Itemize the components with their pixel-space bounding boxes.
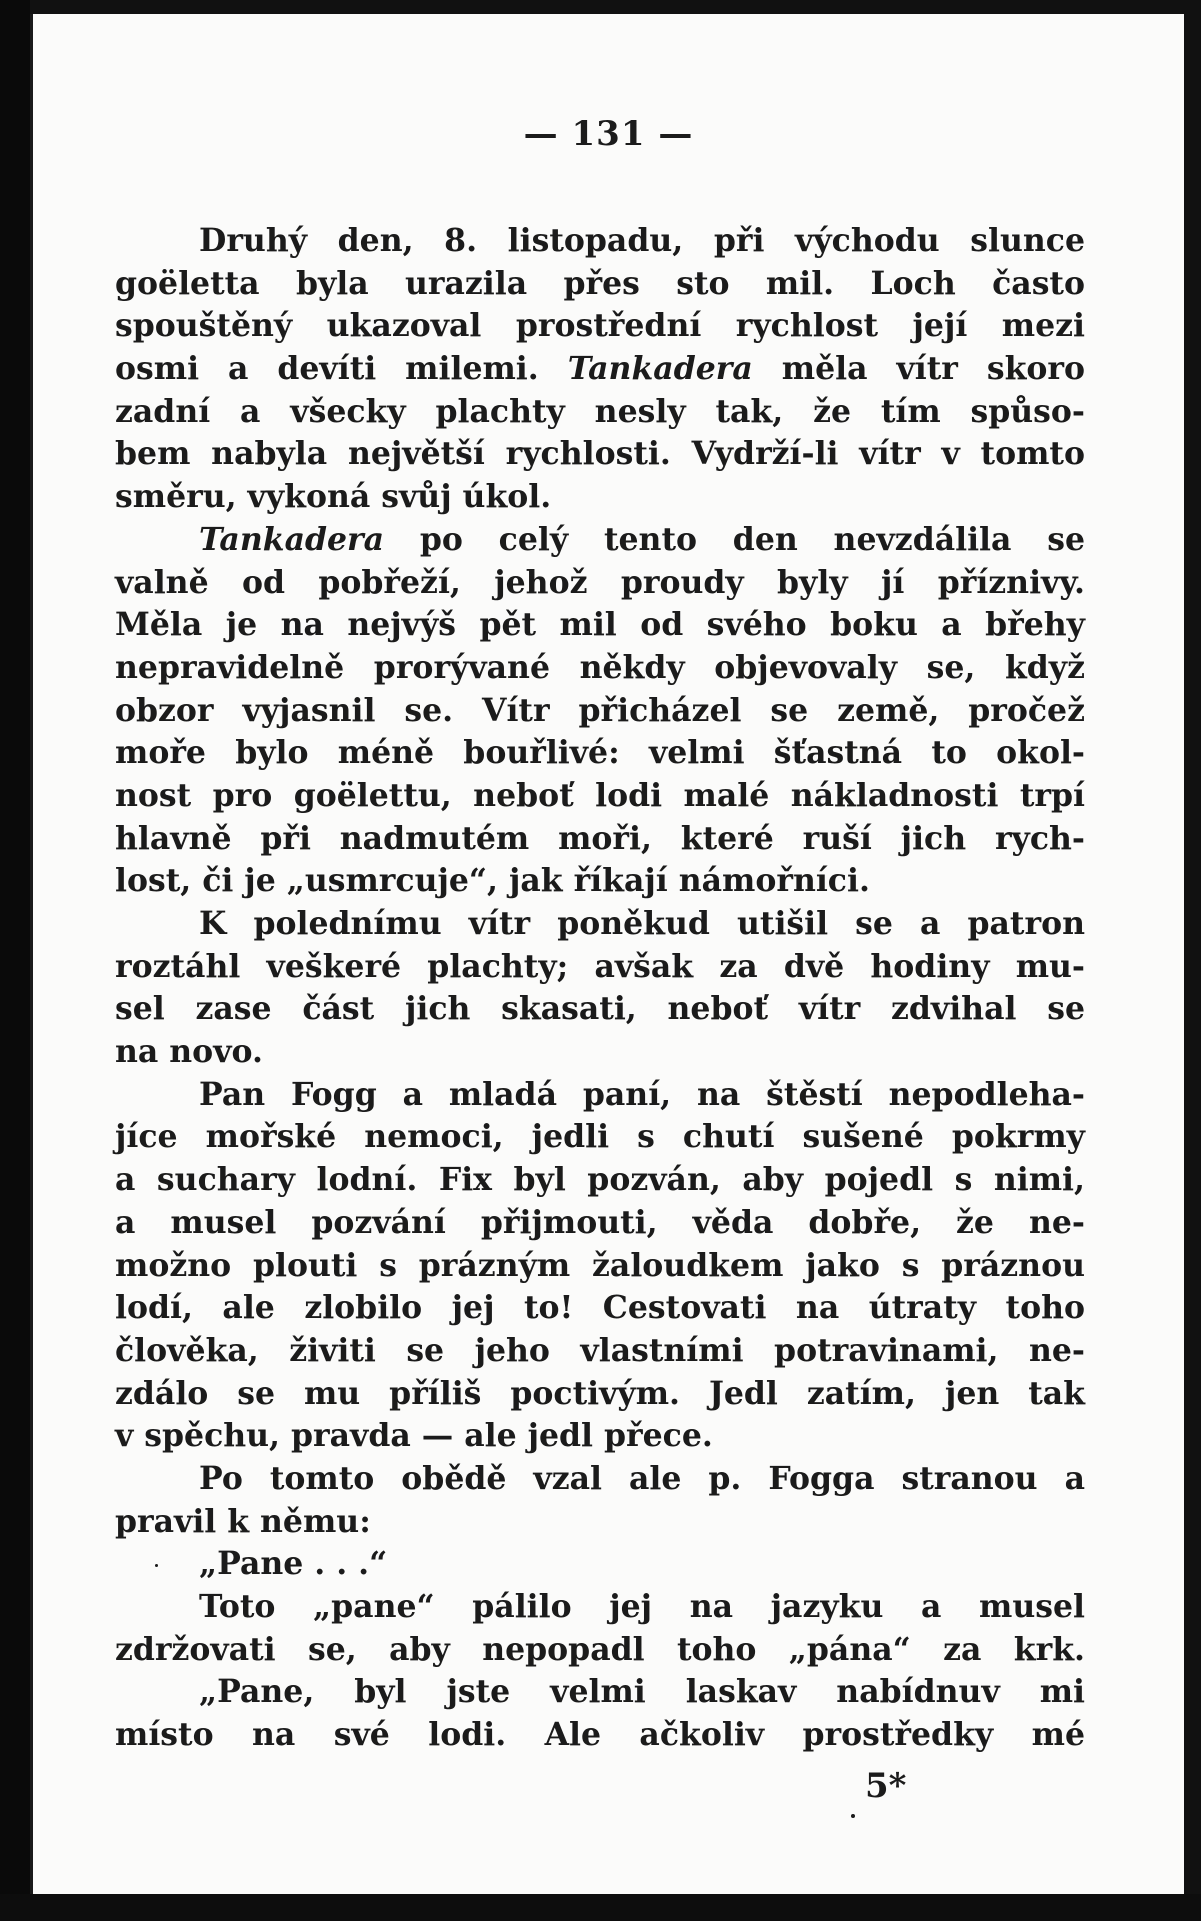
text-line: goëletta byla urazila přes sto mil. Loch často: [115, 264, 1085, 302]
text-line: a musel pozvání přijmouti, věda dobře, že ne-: [115, 1203, 1085, 1241]
text-line: roztáhl veškeré plachty; avšak za dvě hodiny mu-: [115, 947, 1085, 985]
text-line: lodí, ale zlobilo jej to! Cestovati na útraty toho: [115, 1289, 1085, 1327]
text-line: bem nabyla největší rychlosti. Vydrží-li vítr v tomto: [115, 435, 1085, 473]
text-line: a suchary lodní. Fix byl pozván, aby pojedl s nimi,: [115, 1161, 1085, 1199]
text-line: [115, 519, 1085, 562]
ship-name: Tankadera: [567, 350, 753, 388]
text-line: místo na své lodi. Ale ačkoliv prostředky mé: [115, 1716, 1085, 1754]
text-line: „Pane . . .“: [199, 1545, 388, 1583]
text-line: zadní a všecky plachty nesly tak, že tím spůso-: [115, 392, 1085, 430]
print-speck: [155, 1564, 158, 1567]
text-line: Toto „pane“ pálilo jej na jazyku a musel: [199, 1588, 1085, 1625]
text-line: Druhý den, 8. listopadu, při východu slunce: [199, 222, 1085, 259]
text-fragment: měla vítr skoro: [781, 350, 1086, 388]
text-line: Po tomto obědě vzal ale p. Fogga stranou a: [199, 1459, 1085, 1497]
print-speck: [851, 1814, 855, 1818]
scan-edge-left: [0, 0, 30, 1921]
text-line: nepravidelně prorývané někdy objevovaly se, když: [115, 648, 1085, 686]
text-line: pravil k němu:: [115, 1502, 371, 1540]
text-line: směru, vykoná svůj úkol.: [115, 478, 552, 516]
text-line: [115, 348, 1085, 391]
ship-name: Tankadera: [199, 520, 385, 558]
text-line: Měla je na nejvýš pět mil od svého boku a břehy: [115, 606, 1085, 644]
text-line: obzor vyjasnil se. Vítr přicházel se země, pročež: [115, 691, 1085, 729]
page-number: — 131 —: [523, 114, 694, 154]
text-line: K polednímu vítr poněkud utišil se a patron: [199, 905, 1085, 942]
body-text: [115, 220, 1085, 1757]
text-line: na novo.: [115, 1033, 263, 1071]
text-line: spouštěný ukazoval prostřední rychlost její mezi: [115, 307, 1085, 345]
text-line: valně od pobřeží, jehož proudy byly jí příznivy.: [115, 563, 1085, 601]
text-line: člověka, živiti se jeho vlastními potravinami, ne-: [115, 1331, 1085, 1369]
text-line: sel zase část jich skasati, neboť vítr zdvihal se: [115, 990, 1085, 1028]
text-fragment: osmi a devíti milemi.: [115, 350, 539, 388]
text-line: jíce mořské nemoci, jedli s chutí sušené pokrmy: [115, 1118, 1085, 1156]
text-line: v spěchu, pravda — ale jedl přece.: [115, 1417, 713, 1455]
text-fragment: po celý tento den nevzdálila se: [419, 520, 1085, 558]
scan-edge-bottom: [0, 1894, 1201, 1921]
signature-mark: 5*: [865, 1766, 907, 1806]
text-line: hlavně při nadmutém moři, které ruší jich rych-: [115, 819, 1085, 857]
text-line: zdálo se mu příliš poctivým. Jedl zatím, jen tak: [115, 1374, 1085, 1412]
text-line: zdržovati se, aby nepopadl toho „pána“ za krk.: [115, 1630, 1085, 1668]
text-line: moře bylo méně bouřlivé: velmi šťastná to okol-: [115, 734, 1085, 772]
text-line: lost, či je „usmrcuje“, jak říkají námořníci.: [115, 862, 870, 900]
text-line: Pan Fogg a mladá paní, na štěstí nepodleha-: [199, 1075, 1085, 1113]
text-line: nost pro goëlettu, neboť lodi malé nákladnosti trpí: [115, 776, 1085, 814]
text-line: možno plouti s prázným žaloudkem jako s práznou: [115, 1246, 1085, 1284]
text-line: „Pane, byl jste velmi laskav nabídnuv mi: [199, 1673, 1085, 1711]
book-page: [30, 14, 1184, 1894]
